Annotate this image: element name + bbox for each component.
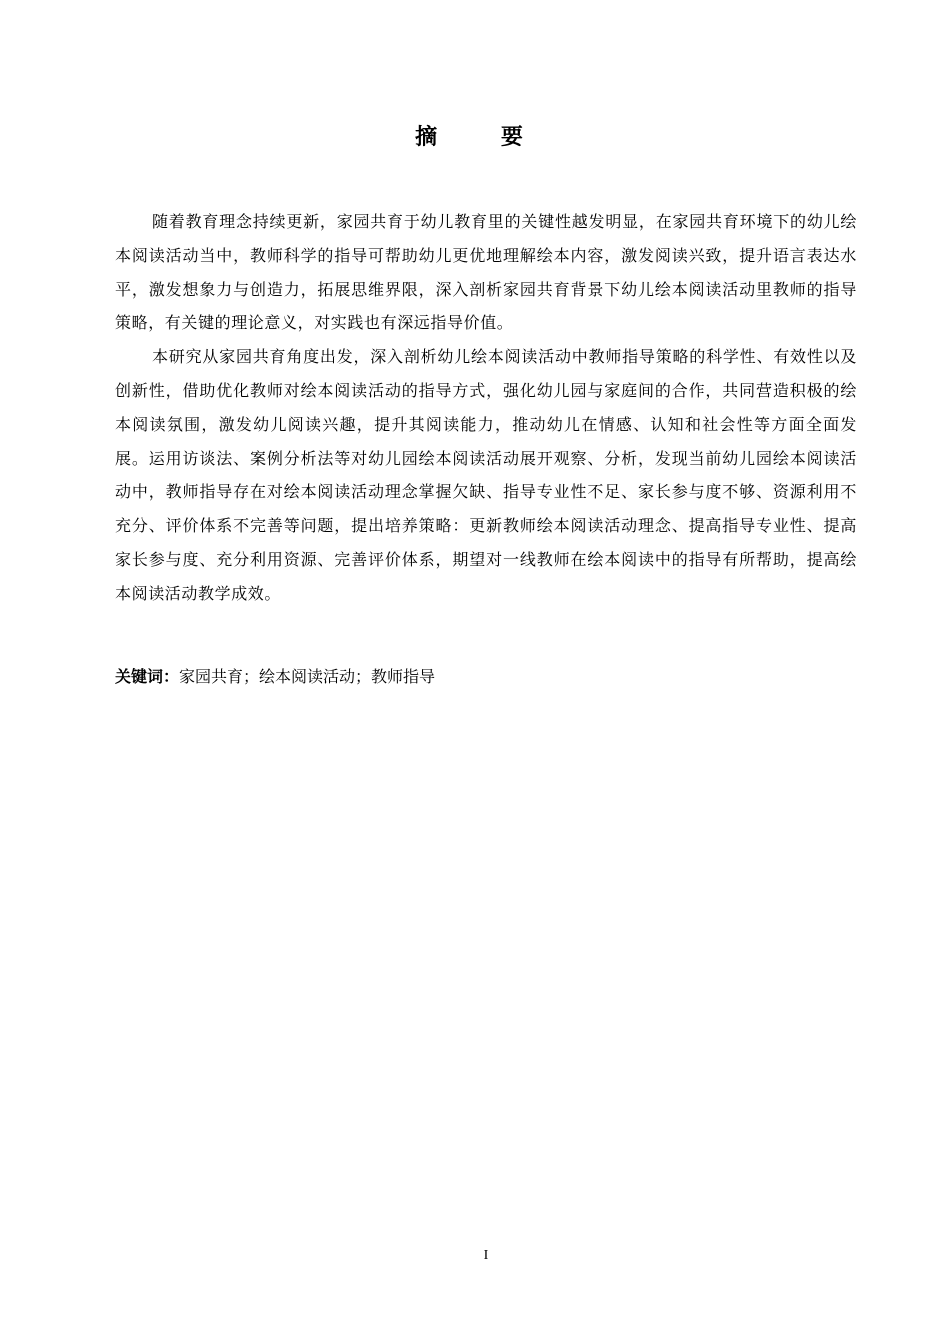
keywords-line (115, 662, 857, 692)
page-number: I (483, 1248, 489, 1263)
abstract-paragraph-1: 随着教育理念持续更新，家园共育于幼儿教育里的关键性越发明显，在家园共育环境下的幼儿绘本阅读活动当中，教师科学的指导可帮助幼儿更优地理解绘本内容，激发阅读兴致，提升语言表达水平，激发想象力与创造力，拓展思维界限，深入剖析家园共育背景下幼儿绘本阅读活动里教师的指导策略，有关键的理论意义，对实践也有深远指导价值。 (115, 212, 857, 333)
page-title: 摘 要 (415, 125, 551, 150)
abstract-paragraph-2: 本研究从家园共育角度出发，深入剖析幼儿绘本阅读活动中教师指导策略的科学性、有效性以及创新性，借助优化教师对绘本阅读活动的指导方式，强化幼儿园与家庭间的合作，共同营造积极的绘本阅读氛围，激发幼儿阅读兴趣，提升其阅读能力，推动幼儿在情感、认知和社会性等方面全面发展。运用访谈法、案例分析法等对幼儿园绘本阅读活动展开观察、分析，发现当前幼儿园绘本阅读活动中，教师指导存在对绘本阅读活动理念掌握欠缺、指导专业性不足、家长参与度不够、资源利用不充分、评价体系不完善等问题，提出培养策略：更新教师绘本阅读活动理念、提高指导专业性、提高家长参与度、充分利用资源、完善评价体系，期望对一线教师在绘本阅读中的指导有所帮助，提高绘本阅读活动教学成效。 (115, 347, 857, 603)
keywords-label: 关键词： (115, 667, 180, 686)
keywords-value: 家园共育；绘本阅读活动；教师指导 (179, 667, 436, 686)
abstract-body (115, 205, 857, 611)
